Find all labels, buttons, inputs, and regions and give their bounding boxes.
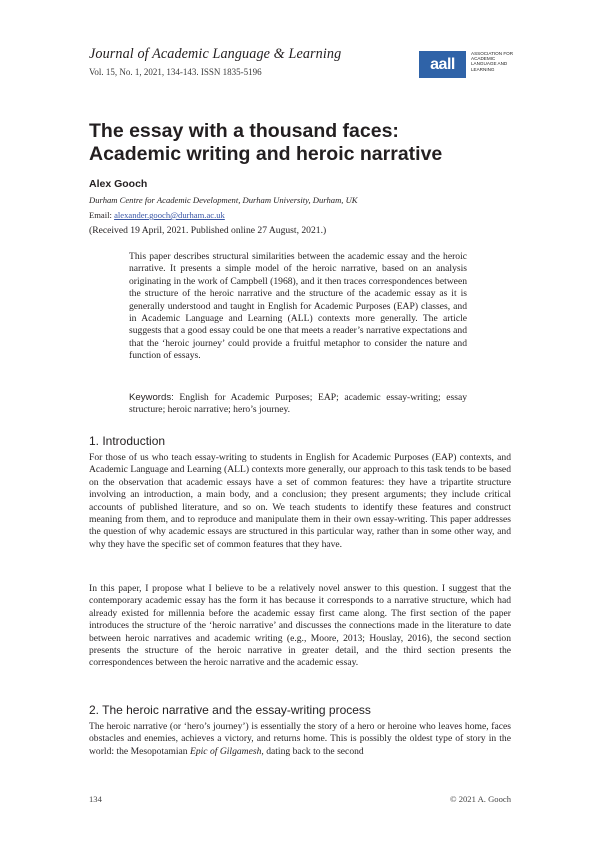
email-label: Email:	[89, 210, 115, 220]
logo-text: ASSOCIATION FOR ACADEMIC LANGUAGE AND LEARNING	[471, 51, 514, 72]
journal-title: Journal of Academic Language & Learning	[89, 46, 342, 62]
author-name: Alex Gooch	[89, 178, 148, 190]
intro-paragraph-1: For those of us who teach essay-writing to students in English for Academic Purposes (EAP) contexts, and Academic Language and Learning (ALL) contexts more generally, our approach to this task tends to be based on the observation that academic essays have a set of common features: they have a tripartite structure involving an introduction, a main body, and a conclusion; they present arguments; they include critical accounts of published literature, and so on. We teach students to identify these features and construct meaning from them, and to reproduce and manipulate them in their own essay-writing. This paper addresses the question of why academic essays are structured in this particular way, rather than in some other way, and why they have the specific set of common features that they have.	[89, 452, 511, 550]
intro-paragraph-2: In this paper, I propose what I believe to be a relatively novel answer to this question. I suggest that the contemporary academic essay has the form it has because it corresponds to a narrative structure, which had already existed for millennia before the academic essay first came along. The first section of the paper introduces the structure of the ‘heroic narrative’ and discusses the connections made in the literature to date between heroic narratives and academic writing (e.g., Moore, 2013; Houslay, 2016), the second section presents the structure of the heroic narrative in greater detail, and the third section presents the correspondences between the heroic narrative and the academic essay.	[89, 583, 511, 669]
section2-paragraph-1	[89, 721, 511, 758]
article-title	[89, 120, 442, 166]
section-heading-introduction: 1. Introduction	[89, 434, 166, 448]
article-title-line-1: The essay with a thousand faces:	[89, 120, 399, 142]
author-email-link[interactable]: alexander.gooch@durham.ac.uk	[114, 210, 225, 220]
keywords	[129, 392, 467, 417]
section2-text-b: , dating back to the second	[261, 745, 364, 757]
page-number: 134	[89, 794, 102, 804]
keywords-label: Keywords:	[129, 392, 174, 403]
author-affiliation: Durham Centre for Academic Development, Durham University, Durham, UK	[89, 195, 358, 205]
author-email-line	[89, 210, 225, 220]
keywords-list: English for Academic Purposes; EAP; academic essay-writing; essay structure; heroic narrative; hero’s journey.	[129, 392, 467, 416]
section2-text-a: The heroic narrative (or ‘hero’s journey’) is essentially the story of a hero or heroine who leaves home, faces obstacles and enemies, achieves a victory, and returns home. This is possibly the oldest type of story in the world: the Mesopotamian	[89, 721, 511, 757]
aall-logo	[419, 51, 517, 78]
logo-mark: aall	[419, 51, 466, 78]
section2-italic-title: Epic of Gilgamesh	[189, 745, 262, 757]
abstract: This paper describes structural similarities between the academic essay and the heroic narrative. It presents a simple model of the heroic narrative, based on an analysis originating in the work of Campbell (1968), and it then traces correspondences between the structure of the heroic narrative and the structure of the academic essay as it is generally understood and taught in English for Academic Purposes (EAP) classes, and in Academic Language and Learning (ALL) contexts more generally. The article suggests that a good essay could be one that meets a reader’s narrative expectations and that the ‘heroic journey’ could provide a fruitful metaphor to consider the nature and function of essays.	[129, 251, 467, 362]
received-dates: (Received 19 April, 2021. Published online 27 August, 2021.)	[89, 225, 327, 236]
journal-volume-info: Vol. 15, No. 1, 2021, 134-143. ISSN 1835-5196	[89, 67, 262, 77]
section-heading-heroic-narrative: 2. The heroic narrative and the essay-writing process	[89, 703, 371, 717]
copyright: © 2021 A. Gooch	[450, 794, 511, 804]
article-title-line-2: Academic writing and heroic narrative	[89, 143, 443, 165]
